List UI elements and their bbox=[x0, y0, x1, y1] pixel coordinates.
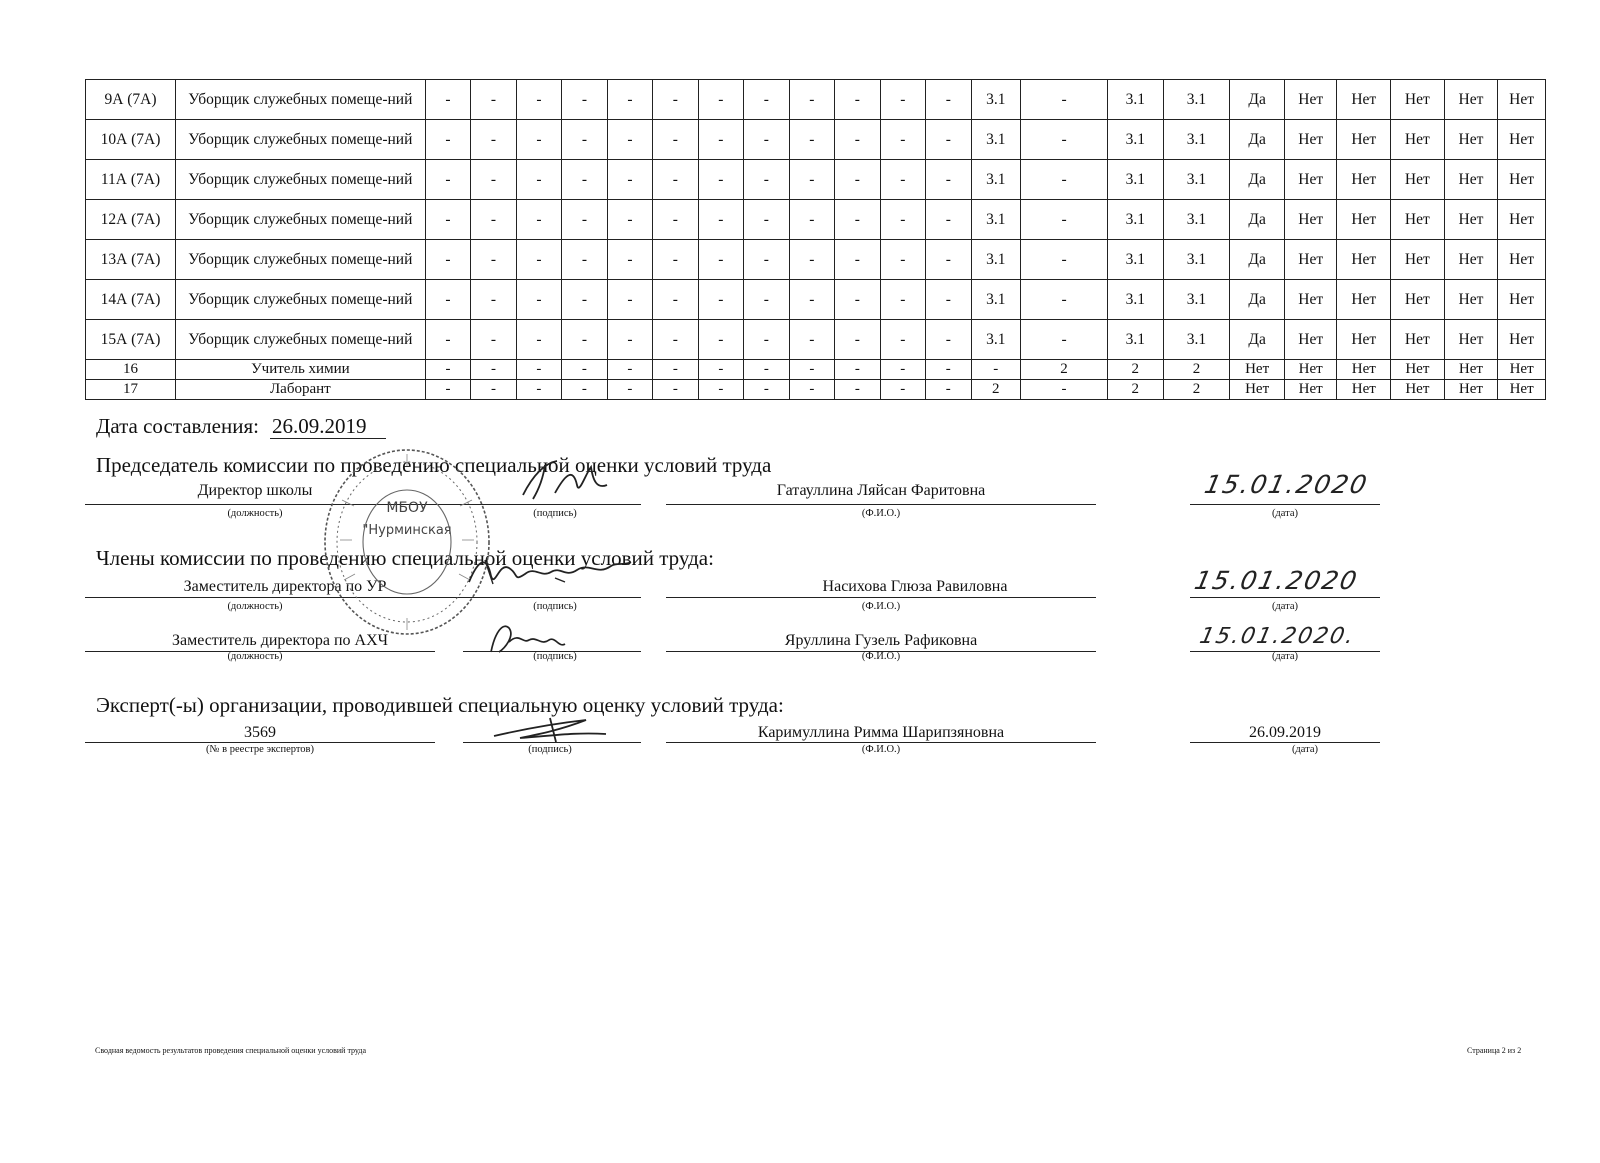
result-cell: Нет bbox=[1444, 360, 1498, 380]
result-cell: - bbox=[425, 320, 470, 360]
result-cell: 3.1 bbox=[971, 240, 1021, 280]
result-cell: - bbox=[744, 200, 789, 240]
result-cell: 3.1 bbox=[1163, 80, 1230, 120]
result-cell: - bbox=[516, 240, 561, 280]
result-cell: Нет bbox=[1391, 80, 1445, 120]
expert-registry-caption: (№ в реестре экспертов) bbox=[205, 744, 315, 755]
result-cell: - bbox=[425, 380, 470, 400]
result-cell: Нет bbox=[1284, 380, 1337, 400]
chairman-fio-caption: (Ф.И.О.) bbox=[861, 508, 901, 519]
result-cell: - bbox=[425, 280, 470, 320]
result-cell: - bbox=[744, 120, 789, 160]
result-cell: Да bbox=[1230, 200, 1285, 240]
result-cell: - bbox=[926, 380, 971, 400]
expert-fio-caption: (Ф.И.О.) bbox=[861, 744, 901, 755]
result-cell: Нет bbox=[1391, 160, 1445, 200]
results-table bbox=[85, 79, 1546, 400]
job-title-cell: Лаборант bbox=[175, 380, 425, 400]
date-underline bbox=[270, 438, 386, 439]
result-cell: 3.1 bbox=[971, 280, 1021, 320]
table-row bbox=[86, 240, 1546, 280]
result-cell: - bbox=[607, 160, 652, 200]
result-cell: 2 bbox=[1163, 360, 1230, 380]
result-cell: Нет bbox=[1230, 360, 1285, 380]
result-cell: - bbox=[471, 360, 516, 380]
result-cell: - bbox=[607, 280, 652, 320]
result-cell: Нет bbox=[1498, 360, 1546, 380]
result-cell: 3.1 bbox=[1163, 280, 1230, 320]
result-cell: Нет bbox=[1391, 200, 1445, 240]
member-2-fio-caption: (Ф.И.О.) bbox=[861, 651, 901, 662]
result-cell: 3.1 bbox=[971, 80, 1021, 120]
result-cell: Нет bbox=[1284, 120, 1337, 160]
result-cell: - bbox=[971, 360, 1021, 380]
result-cell: - bbox=[471, 380, 516, 400]
result-cell: Да bbox=[1230, 160, 1285, 200]
result-cell: - bbox=[471, 80, 516, 120]
result-cell: - bbox=[516, 320, 561, 360]
job-title-cell: Уборщик служебных помеще-ний bbox=[175, 280, 425, 320]
result-cell: 3.1 bbox=[1108, 280, 1164, 320]
result-cell: - bbox=[653, 240, 698, 280]
result-cell: 2 bbox=[1021, 360, 1108, 380]
result-cell: - bbox=[607, 200, 652, 240]
result-cell: - bbox=[653, 280, 698, 320]
result-cell: - bbox=[880, 320, 925, 360]
expert-registry-no: 3569 bbox=[244, 724, 276, 741]
seal-text-2: "Нурминская bbox=[362, 523, 452, 538]
result-cell: - bbox=[607, 120, 652, 160]
job-title-cell: Уборщик служебных помеще-ний bbox=[175, 160, 425, 200]
result-cell: Да bbox=[1230, 280, 1285, 320]
result-cell: Да bbox=[1230, 240, 1285, 280]
member-1-position-caption: (должность) bbox=[227, 601, 283, 612]
table-row bbox=[86, 200, 1546, 240]
result-cell: - bbox=[698, 120, 743, 160]
result-cell: Нет bbox=[1337, 160, 1391, 200]
footer-document-title: Сводная ведомость результатов проведения специальной оценки условий труда bbox=[95, 1046, 367, 1055]
result-cell: Нет bbox=[1230, 380, 1285, 400]
result-cell: 3.1 bbox=[1163, 120, 1230, 160]
result-cell: - bbox=[471, 160, 516, 200]
result-cell: - bbox=[1021, 120, 1108, 160]
result-cell: - bbox=[562, 160, 607, 200]
member-2-date: 15.01.2020. bbox=[1197, 624, 1358, 649]
result-cell: Нет bbox=[1498, 320, 1546, 360]
result-cell: - bbox=[562, 380, 607, 400]
member-2-position: Заместитель директора по АХЧ bbox=[171, 632, 389, 649]
workplace-number-cell: 12А (7А) bbox=[86, 200, 176, 240]
result-cell: Нет bbox=[1337, 380, 1391, 400]
result-cell: - bbox=[516, 80, 561, 120]
member-2-signature-caption: (подпись) bbox=[533, 651, 577, 662]
result-cell: - bbox=[653, 120, 698, 160]
chairman-name-line bbox=[666, 504, 1096, 505]
result-cell: - bbox=[789, 240, 834, 280]
result-cell: - bbox=[744, 280, 789, 320]
result-cell: 3.1 bbox=[1108, 120, 1164, 160]
workplace-number-cell: 13А (7А) bbox=[86, 240, 176, 280]
result-cell: 3.1 bbox=[1108, 80, 1164, 120]
result-cell: - bbox=[880, 380, 925, 400]
chairman-date: 15.01.2020 bbox=[1201, 470, 1372, 499]
workplace-number-cell: 17 bbox=[86, 380, 176, 400]
result-cell: 3.1 bbox=[971, 320, 1021, 360]
result-cell: - bbox=[516, 160, 561, 200]
result-cell: 3.1 bbox=[1163, 240, 1230, 280]
workplace-number-cell: 10А (7А) bbox=[86, 120, 176, 160]
member-1-name: Насихова Глюза Равиловна bbox=[822, 578, 1008, 595]
table-row bbox=[86, 280, 1546, 320]
member-1-date: 15.01.2020 bbox=[1191, 566, 1362, 595]
date-value: 26.09.2019 bbox=[272, 414, 367, 438]
result-cell: Нет bbox=[1337, 120, 1391, 160]
expert-date: 26.09.2019 bbox=[1249, 724, 1321, 741]
table-row bbox=[86, 360, 1546, 380]
result-cell: Нет bbox=[1444, 80, 1498, 120]
result-cell: - bbox=[698, 160, 743, 200]
table-row bbox=[86, 80, 1546, 120]
job-title-cell: Уборщик служебных помеще-ний bbox=[175, 200, 425, 240]
expert-date-line bbox=[1190, 742, 1380, 743]
result-cell: - bbox=[789, 120, 834, 160]
member-2-name: Яруллина Гузель Рафиковна bbox=[784, 632, 978, 649]
result-cell: - bbox=[880, 160, 925, 200]
chairman-position-caption: (должность) bbox=[227, 508, 283, 519]
result-cell: - bbox=[562, 80, 607, 120]
chairman-date-line bbox=[1190, 504, 1380, 505]
result-cell: Нет bbox=[1284, 200, 1337, 240]
result-cell: Да bbox=[1230, 80, 1285, 120]
expert-date-caption: (дата) bbox=[1291, 744, 1319, 755]
member-1-name-line bbox=[666, 597, 1096, 598]
chairman-signature-caption: (подпись) bbox=[533, 508, 577, 519]
workplace-number-cell: 11А (7А) bbox=[86, 160, 176, 200]
expert-name: Каримуллина Римма Шарипзяновна bbox=[757, 724, 1005, 741]
result-cell: - bbox=[744, 320, 789, 360]
table-row bbox=[86, 380, 1546, 400]
result-cell: - bbox=[926, 360, 971, 380]
job-title-cell: Уборщик служебных помеще-ний bbox=[175, 240, 425, 280]
result-cell: - bbox=[926, 240, 971, 280]
result-cell: - bbox=[744, 160, 789, 200]
result-cell: Нет bbox=[1337, 80, 1391, 120]
result-cell: - bbox=[607, 320, 652, 360]
table-row bbox=[86, 120, 1546, 160]
result-cell: - bbox=[1021, 80, 1108, 120]
result-cell: - bbox=[653, 200, 698, 240]
members-heading: Члены комиссии по проведению специальной оценки условий труда: bbox=[96, 546, 714, 570]
result-cell: - bbox=[1021, 320, 1108, 360]
result-cell: 3.1 bbox=[1108, 160, 1164, 200]
result-cell: 3.1 bbox=[971, 120, 1021, 160]
result-cell: - bbox=[516, 380, 561, 400]
chairman-date-caption: (дата) bbox=[1271, 508, 1299, 519]
result-cell: - bbox=[471, 320, 516, 360]
result-cell: Нет bbox=[1444, 120, 1498, 160]
result-cell: - bbox=[926, 200, 971, 240]
result-cell: - bbox=[607, 380, 652, 400]
result-cell: - bbox=[744, 360, 789, 380]
chairman-heading: Председатель комиссии по проведению специальной оценки условий труда bbox=[96, 453, 772, 477]
result-cell: Нет bbox=[1498, 380, 1546, 400]
result-cell: - bbox=[789, 280, 834, 320]
result-cell: 3.1 bbox=[1108, 240, 1164, 280]
result-cell: - bbox=[835, 380, 880, 400]
result-cell: Нет bbox=[1444, 160, 1498, 200]
result-cell: Нет bbox=[1391, 240, 1445, 280]
result-cell: Нет bbox=[1284, 280, 1337, 320]
result-cell: - bbox=[926, 320, 971, 360]
result-cell: - bbox=[471, 120, 516, 160]
result-cell: Нет bbox=[1498, 240, 1546, 280]
result-cell: Нет bbox=[1498, 160, 1546, 200]
result-cell: Да bbox=[1230, 320, 1285, 360]
result-cell: - bbox=[653, 360, 698, 380]
result-cell: 3.1 bbox=[1163, 160, 1230, 200]
result-cell: - bbox=[880, 120, 925, 160]
result-cell: Нет bbox=[1444, 200, 1498, 240]
expert-heading: Эксперт(-ы) организации, проводившей специальную оценку условий труда: bbox=[96, 693, 784, 717]
result-cell: - bbox=[789, 160, 834, 200]
result-cell: - bbox=[835, 360, 880, 380]
result-cell: - bbox=[880, 280, 925, 320]
result-cell: 3.1 bbox=[971, 160, 1021, 200]
result-cell: Нет bbox=[1444, 240, 1498, 280]
result-cell: - bbox=[880, 240, 925, 280]
result-cell: - bbox=[471, 240, 516, 280]
result-cell: Нет bbox=[1498, 80, 1546, 120]
school-seal bbox=[322, 440, 492, 650]
result-cell: 2 bbox=[1108, 380, 1164, 400]
result-cell: Нет bbox=[1391, 360, 1445, 380]
result-cell: - bbox=[835, 120, 880, 160]
result-cell: Нет bbox=[1498, 120, 1546, 160]
result-cell: - bbox=[1021, 380, 1108, 400]
result-cell: Нет bbox=[1284, 360, 1337, 380]
result-cell: - bbox=[744, 80, 789, 120]
job-title-cell: Учитель химии bbox=[175, 360, 425, 380]
job-title-cell: Уборщик служебных помеще-ний bbox=[175, 320, 425, 360]
table-row bbox=[86, 320, 1546, 360]
result-cell: - bbox=[562, 240, 607, 280]
footer-page-number: Страница 2 из 2 bbox=[1467, 1046, 1522, 1055]
result-cell: - bbox=[516, 280, 561, 320]
result-cell: - bbox=[789, 200, 834, 240]
chairman-position: Директор школы bbox=[197, 482, 313, 499]
result-cell: - bbox=[1021, 240, 1108, 280]
job-title-cell: Уборщик служебных помеще-ний bbox=[175, 80, 425, 120]
result-cell: - bbox=[835, 80, 880, 120]
result-cell: - bbox=[698, 320, 743, 360]
result-cell: - bbox=[516, 200, 561, 240]
result-cell: - bbox=[607, 360, 652, 380]
result-cell: - bbox=[562, 120, 607, 160]
seal-text-1: МБОУ bbox=[386, 500, 428, 516]
expert-signature-caption: (подпись) bbox=[528, 744, 572, 755]
result-cell: - bbox=[562, 320, 607, 360]
expert-signature bbox=[490, 712, 610, 748]
result-cell: - bbox=[698, 80, 743, 120]
result-cell: - bbox=[425, 240, 470, 280]
result-cell: - bbox=[516, 120, 561, 160]
result-cell: - bbox=[471, 200, 516, 240]
member-2-position-caption: (должность) bbox=[227, 651, 283, 662]
result-cell: 3.1 bbox=[1108, 200, 1164, 240]
result-cell: - bbox=[516, 360, 561, 380]
result-cell: 2 bbox=[1163, 380, 1230, 400]
result-cell: - bbox=[835, 200, 880, 240]
result-cell: - bbox=[653, 160, 698, 200]
result-cell: - bbox=[880, 360, 925, 380]
result-cell: Нет bbox=[1284, 240, 1337, 280]
result-cell: Нет bbox=[1337, 240, 1391, 280]
result-cell: - bbox=[425, 360, 470, 380]
result-cell: - bbox=[471, 280, 516, 320]
result-cell: - bbox=[835, 320, 880, 360]
result-cell: - bbox=[562, 200, 607, 240]
result-cell: Нет bbox=[1391, 320, 1445, 360]
result-cell: Нет bbox=[1391, 120, 1445, 160]
result-cell: - bbox=[562, 280, 607, 320]
result-cell: Нет bbox=[1284, 80, 1337, 120]
result-cell: - bbox=[789, 360, 834, 380]
result-cell: - bbox=[835, 240, 880, 280]
member-2-date-caption: (дата) bbox=[1271, 651, 1299, 662]
result-cell: - bbox=[1021, 280, 1108, 320]
workplace-number-cell: 9А (7А) bbox=[86, 80, 176, 120]
result-cell: - bbox=[653, 380, 698, 400]
result-cell: 2 bbox=[971, 380, 1021, 400]
result-cell: 2 bbox=[1108, 360, 1164, 380]
expert-name-line bbox=[666, 742, 1096, 743]
result-cell: - bbox=[425, 80, 470, 120]
result-cell: 3.1 bbox=[1163, 320, 1230, 360]
result-cell: - bbox=[789, 380, 834, 400]
result-cell: - bbox=[607, 240, 652, 280]
job-title-cell: Уборщик служебных помеще-ний bbox=[175, 120, 425, 160]
result-cell: - bbox=[425, 160, 470, 200]
workplace-number-cell: 14А (7А) bbox=[86, 280, 176, 320]
result-cell: - bbox=[425, 200, 470, 240]
result-cell: - bbox=[653, 80, 698, 120]
result-cell: Нет bbox=[1284, 160, 1337, 200]
member-1-date-line bbox=[1190, 597, 1380, 598]
result-cell: Нет bbox=[1498, 200, 1546, 240]
result-cell: - bbox=[562, 360, 607, 380]
result-cell: - bbox=[744, 380, 789, 400]
member-1-position: Заместитель директора по УР bbox=[183, 578, 387, 595]
table-row bbox=[86, 160, 1546, 200]
member-1-date-caption: (дата) bbox=[1271, 601, 1299, 612]
result-cell: - bbox=[926, 120, 971, 160]
result-cell: 3.1 bbox=[971, 200, 1021, 240]
result-cell: - bbox=[789, 80, 834, 120]
result-cell: - bbox=[880, 80, 925, 120]
result-cell: - bbox=[698, 240, 743, 280]
member-1-signature bbox=[465, 548, 635, 593]
result-cell: Нет bbox=[1498, 280, 1546, 320]
result-cell: - bbox=[926, 80, 971, 120]
result-cell: - bbox=[698, 360, 743, 380]
result-cell: - bbox=[744, 240, 789, 280]
result-cell: - bbox=[653, 320, 698, 360]
result-cell: - bbox=[425, 120, 470, 160]
result-cell: Да bbox=[1230, 120, 1285, 160]
result-cell: - bbox=[698, 200, 743, 240]
result-cell: Нет bbox=[1337, 320, 1391, 360]
result-cell: - bbox=[835, 280, 880, 320]
result-cell: - bbox=[698, 280, 743, 320]
workplace-number-cell: 15А (7А) bbox=[86, 320, 176, 360]
result-cell: - bbox=[926, 280, 971, 320]
result-cell: - bbox=[607, 80, 652, 120]
result-cell: Нет bbox=[1284, 320, 1337, 360]
result-cell: Нет bbox=[1391, 280, 1445, 320]
member-2-signature bbox=[485, 618, 575, 658]
result-cell: Нет bbox=[1337, 200, 1391, 240]
result-cell: Нет bbox=[1444, 280, 1498, 320]
result-cell: Нет bbox=[1391, 380, 1445, 400]
result-cell: Нет bbox=[1444, 320, 1498, 360]
result-cell: Нет bbox=[1337, 280, 1391, 320]
result-cell: - bbox=[835, 160, 880, 200]
chairman-signature bbox=[515, 455, 615, 505]
result-cell: - bbox=[1021, 200, 1108, 240]
result-cell: Нет bbox=[1444, 380, 1498, 400]
chairman-name: Гатауллина Ляйсан Фаритовна bbox=[776, 482, 986, 499]
member-1-signature-caption: (подпись) bbox=[533, 601, 577, 612]
result-cell: 3.1 bbox=[1163, 200, 1230, 240]
result-cell: - bbox=[880, 200, 925, 240]
result-cell: - bbox=[1021, 160, 1108, 200]
member-1-fio-caption: (Ф.И.О.) bbox=[861, 601, 901, 612]
result-cell: - bbox=[698, 380, 743, 400]
workplace-number-cell: 16 bbox=[86, 360, 176, 380]
result-cell: - bbox=[789, 320, 834, 360]
result-cell: Нет bbox=[1337, 360, 1391, 380]
result-cell: - bbox=[926, 160, 971, 200]
result-cell: 3.1 bbox=[1108, 320, 1164, 360]
expert-registry-line bbox=[85, 742, 435, 743]
date-label: Дата составления: bbox=[96, 414, 259, 438]
